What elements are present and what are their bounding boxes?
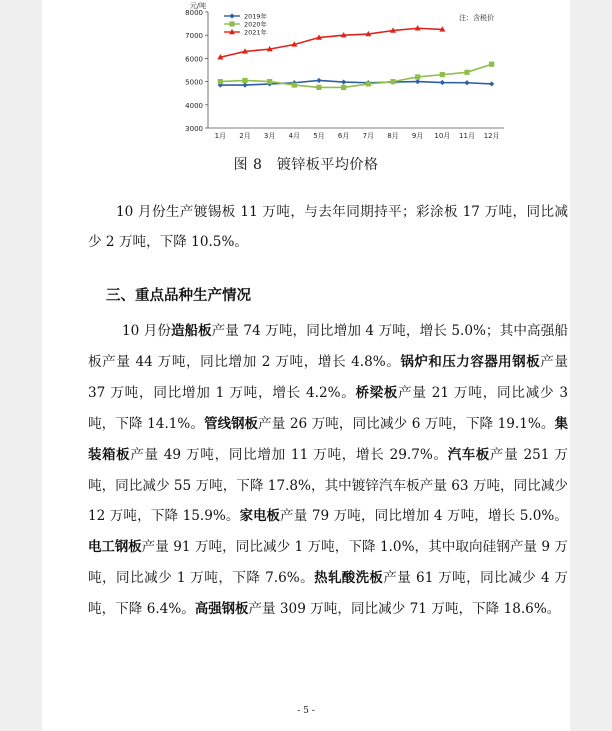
paragraph-text: 产量 49 万吨，同比增加 11 万吨，增长 29.7%。 xyxy=(130,447,448,463)
product-name: 热轧酸洗板 xyxy=(314,571,384,586)
key-products-paragraph xyxy=(88,316,568,625)
legend-marker xyxy=(229,21,234,26)
data-point xyxy=(489,62,494,67)
x-tick-label: 11月 xyxy=(459,132,475,140)
page-number: - 5 - xyxy=(297,706,315,716)
legend-label: 2020年 xyxy=(244,20,268,29)
data-point xyxy=(390,79,395,84)
figure-caption: 图 8 镀锌板平均价格 xyxy=(233,157,379,173)
data-point xyxy=(489,81,494,86)
data-point xyxy=(218,79,223,84)
y-tick-label: 7000 xyxy=(185,32,203,41)
x-tick-label: 4月 xyxy=(288,132,301,140)
paragraph-text: 产量 79 万吨，同比增加 4 万吨，增长 5.0%。 xyxy=(280,508,569,524)
y-tick-label: 4000 xyxy=(185,101,203,110)
data-point xyxy=(341,79,346,84)
legend-label: 2021年 xyxy=(244,28,268,37)
section-heading: 三、重点品种生产情况 xyxy=(106,288,251,304)
paragraph-text: 产量 37 万吨，同比增加 1 万吨，增长 4.2%。 xyxy=(88,354,569,401)
x-tick-label: 6月 xyxy=(337,132,350,140)
galvanized-sheet-price-chart xyxy=(146,0,512,150)
chart-note: 注：含税价 xyxy=(459,14,494,22)
product-name: 家电板 xyxy=(239,509,281,524)
y-tick-label: 6000 xyxy=(185,55,203,64)
data-point xyxy=(242,82,247,87)
paragraph-text: 产量 21 万吨，同比减少 3 吨，下降 14.1%。 xyxy=(88,385,569,432)
legend-marker xyxy=(229,13,234,18)
data-point xyxy=(464,70,469,75)
data-point xyxy=(464,80,469,85)
x-tick-label: 9月 xyxy=(411,132,424,140)
document-page xyxy=(42,0,570,731)
data-point xyxy=(316,78,321,83)
data-point xyxy=(341,85,346,90)
product-name: 电工钢板 xyxy=(88,540,142,555)
data-point xyxy=(366,81,371,86)
product-name: 造船板 xyxy=(171,324,212,339)
product-name: 集装箱板 xyxy=(88,417,568,463)
data-point xyxy=(440,72,445,77)
paragraph-text: 产量 61 万吨，同比减少 4 万吨，下降 6.4%。 xyxy=(88,570,568,617)
product-name: 桥梁板 xyxy=(355,386,398,401)
x-tick-label: 7月 xyxy=(362,132,375,140)
data-point xyxy=(267,79,272,84)
product-name: 管线钢板 xyxy=(204,417,259,432)
paragraph-text: 产量 309 万吨，同比减少 71 万吨，下降 18.6%。 xyxy=(248,601,561,617)
data-point xyxy=(292,82,297,87)
x-tick-label: 10月 xyxy=(434,132,451,140)
data-point xyxy=(242,78,247,83)
data-point xyxy=(415,74,420,79)
x-tick-label: 12月 xyxy=(483,132,500,140)
data-point xyxy=(316,85,321,90)
y-tick-label: 3000 xyxy=(185,125,203,133)
tinplate-paragraph xyxy=(88,197,568,257)
data-point xyxy=(440,80,445,85)
paragraph-text: 10 月份生产镀锡板 11 万吨，与去年同期持平；彩涂板 17 万吨，同比减少 2 万吨，下降 10.5%。 xyxy=(88,204,568,250)
paragraph-text: 产量 74 万吨，同比增加 4 万吨，增长 5.0%；其中高强船板产量 44 万吨，同比增加 2 万吨，增长 4.8%。 xyxy=(88,323,569,370)
y-tick-label: 5000 xyxy=(185,78,203,87)
product-name: 汽车板 xyxy=(447,448,490,463)
x-tick-label: 5月 xyxy=(313,132,325,140)
product-name: 锅炉和压力容器用钢板 xyxy=(400,355,541,370)
product-name: 高强钢板 xyxy=(194,602,249,617)
paragraph-text: 产量 91 万吨，同比减少 1 万吨，下降 1.0%，其中取向硅钢产量 9 万吨，同比减少 1 万吨，下降 7.6%。 xyxy=(88,539,568,586)
x-tick-label: 1月 xyxy=(214,132,227,140)
legend-label: 2019年 xyxy=(244,12,268,21)
y-axis-label: 元/吨 xyxy=(189,2,207,10)
data-point xyxy=(415,79,420,84)
y-tick-label: 8000 xyxy=(185,9,203,17)
paragraph-text: 产量 251 万吨，同比减少 55 万吨，下降 17.8%，其中镀锌汽车板产量 63 万吨，同比减少 12 万吨，下降 15.9%。 xyxy=(88,447,569,524)
paragraph-text: 10 月份 xyxy=(122,323,172,339)
x-tick-label: 8月 xyxy=(387,132,399,140)
x-tick-label: 3月 xyxy=(263,132,276,140)
x-tick-label: 2月 xyxy=(239,132,251,140)
paragraph-text: 产量 26 万吨，同比减少 6 万吨，下降 19.1%。 xyxy=(258,416,555,432)
